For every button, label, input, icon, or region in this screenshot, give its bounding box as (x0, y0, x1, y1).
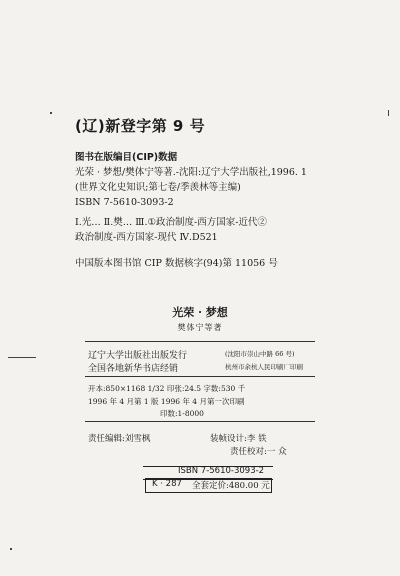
cip-entry-line: 光荣 · 梦想/樊体宁等著.-沈阳:辽宁大学出版社,1996. 1 (75, 167, 307, 178)
cip-series-line: (世界文化史知识;第七卷/季羡林等主编) (75, 182, 241, 193)
print-run: 印数:1-8000 (160, 409, 204, 418)
designer-credit: 装帧设计:李 铁 (210, 434, 267, 444)
cip-title: 图书在版编目(CIP)数据 (75, 152, 178, 163)
book-title: 光荣 · 梦想 (172, 306, 228, 319)
book-authors: 樊体宁等著 (177, 323, 223, 332)
price: 全套定价:480.00 元 (192, 481, 270, 491)
divider-top (85, 341, 315, 342)
printer-line: 杭州市余杭人民印刷厂印刷 (225, 363, 303, 371)
cip-isbn: ISBN 7-5610-3093-2 (75, 197, 174, 208)
editor-credit: 责任编辑:刘雪枫 (88, 434, 151, 444)
scan-speck (10, 548, 12, 550)
divider-middle (85, 376, 315, 377)
proofreader-credit: 责任校对:一 众 (230, 447, 287, 457)
scan-mark (8, 357, 36, 358)
distributor-line: 全国各地新华书店经销 (88, 364, 179, 374)
class-code: K · 287 (152, 479, 182, 489)
cip-classification-1: Ⅰ.光… Ⅱ.樊… Ⅲ.①政治制度-西方国家-近代② (75, 217, 267, 228)
scan-speck (388, 110, 389, 116)
publisher-address: (沈阳市崇山中路 66 号) (225, 350, 295, 358)
scan-speck (50, 112, 52, 114)
publisher-line: 辽宁大学出版社出版发行 (88, 351, 188, 361)
cip-data-block (75, 150, 307, 245)
format-specs: 开本:850×1168 1/32 印张:24.5 字数:530 千 (88, 384, 246, 393)
registration-number: (辽)新登字第 9 号 (75, 117, 206, 135)
divider-bottom (85, 421, 315, 422)
csl-record: 中国版本图书馆 CIP 数据核字(94)第 11056 号 (75, 258, 278, 269)
edition-specs: 1996 年 4 月第 1 版 1996 年 4 月第一次印刷 (88, 397, 245, 406)
footer-isbn: ISBN 7-5610-3093-2 (178, 466, 265, 476)
cip-classification-2: 政治制度-西方国家-现代 Ⅳ.D521 (75, 232, 218, 243)
